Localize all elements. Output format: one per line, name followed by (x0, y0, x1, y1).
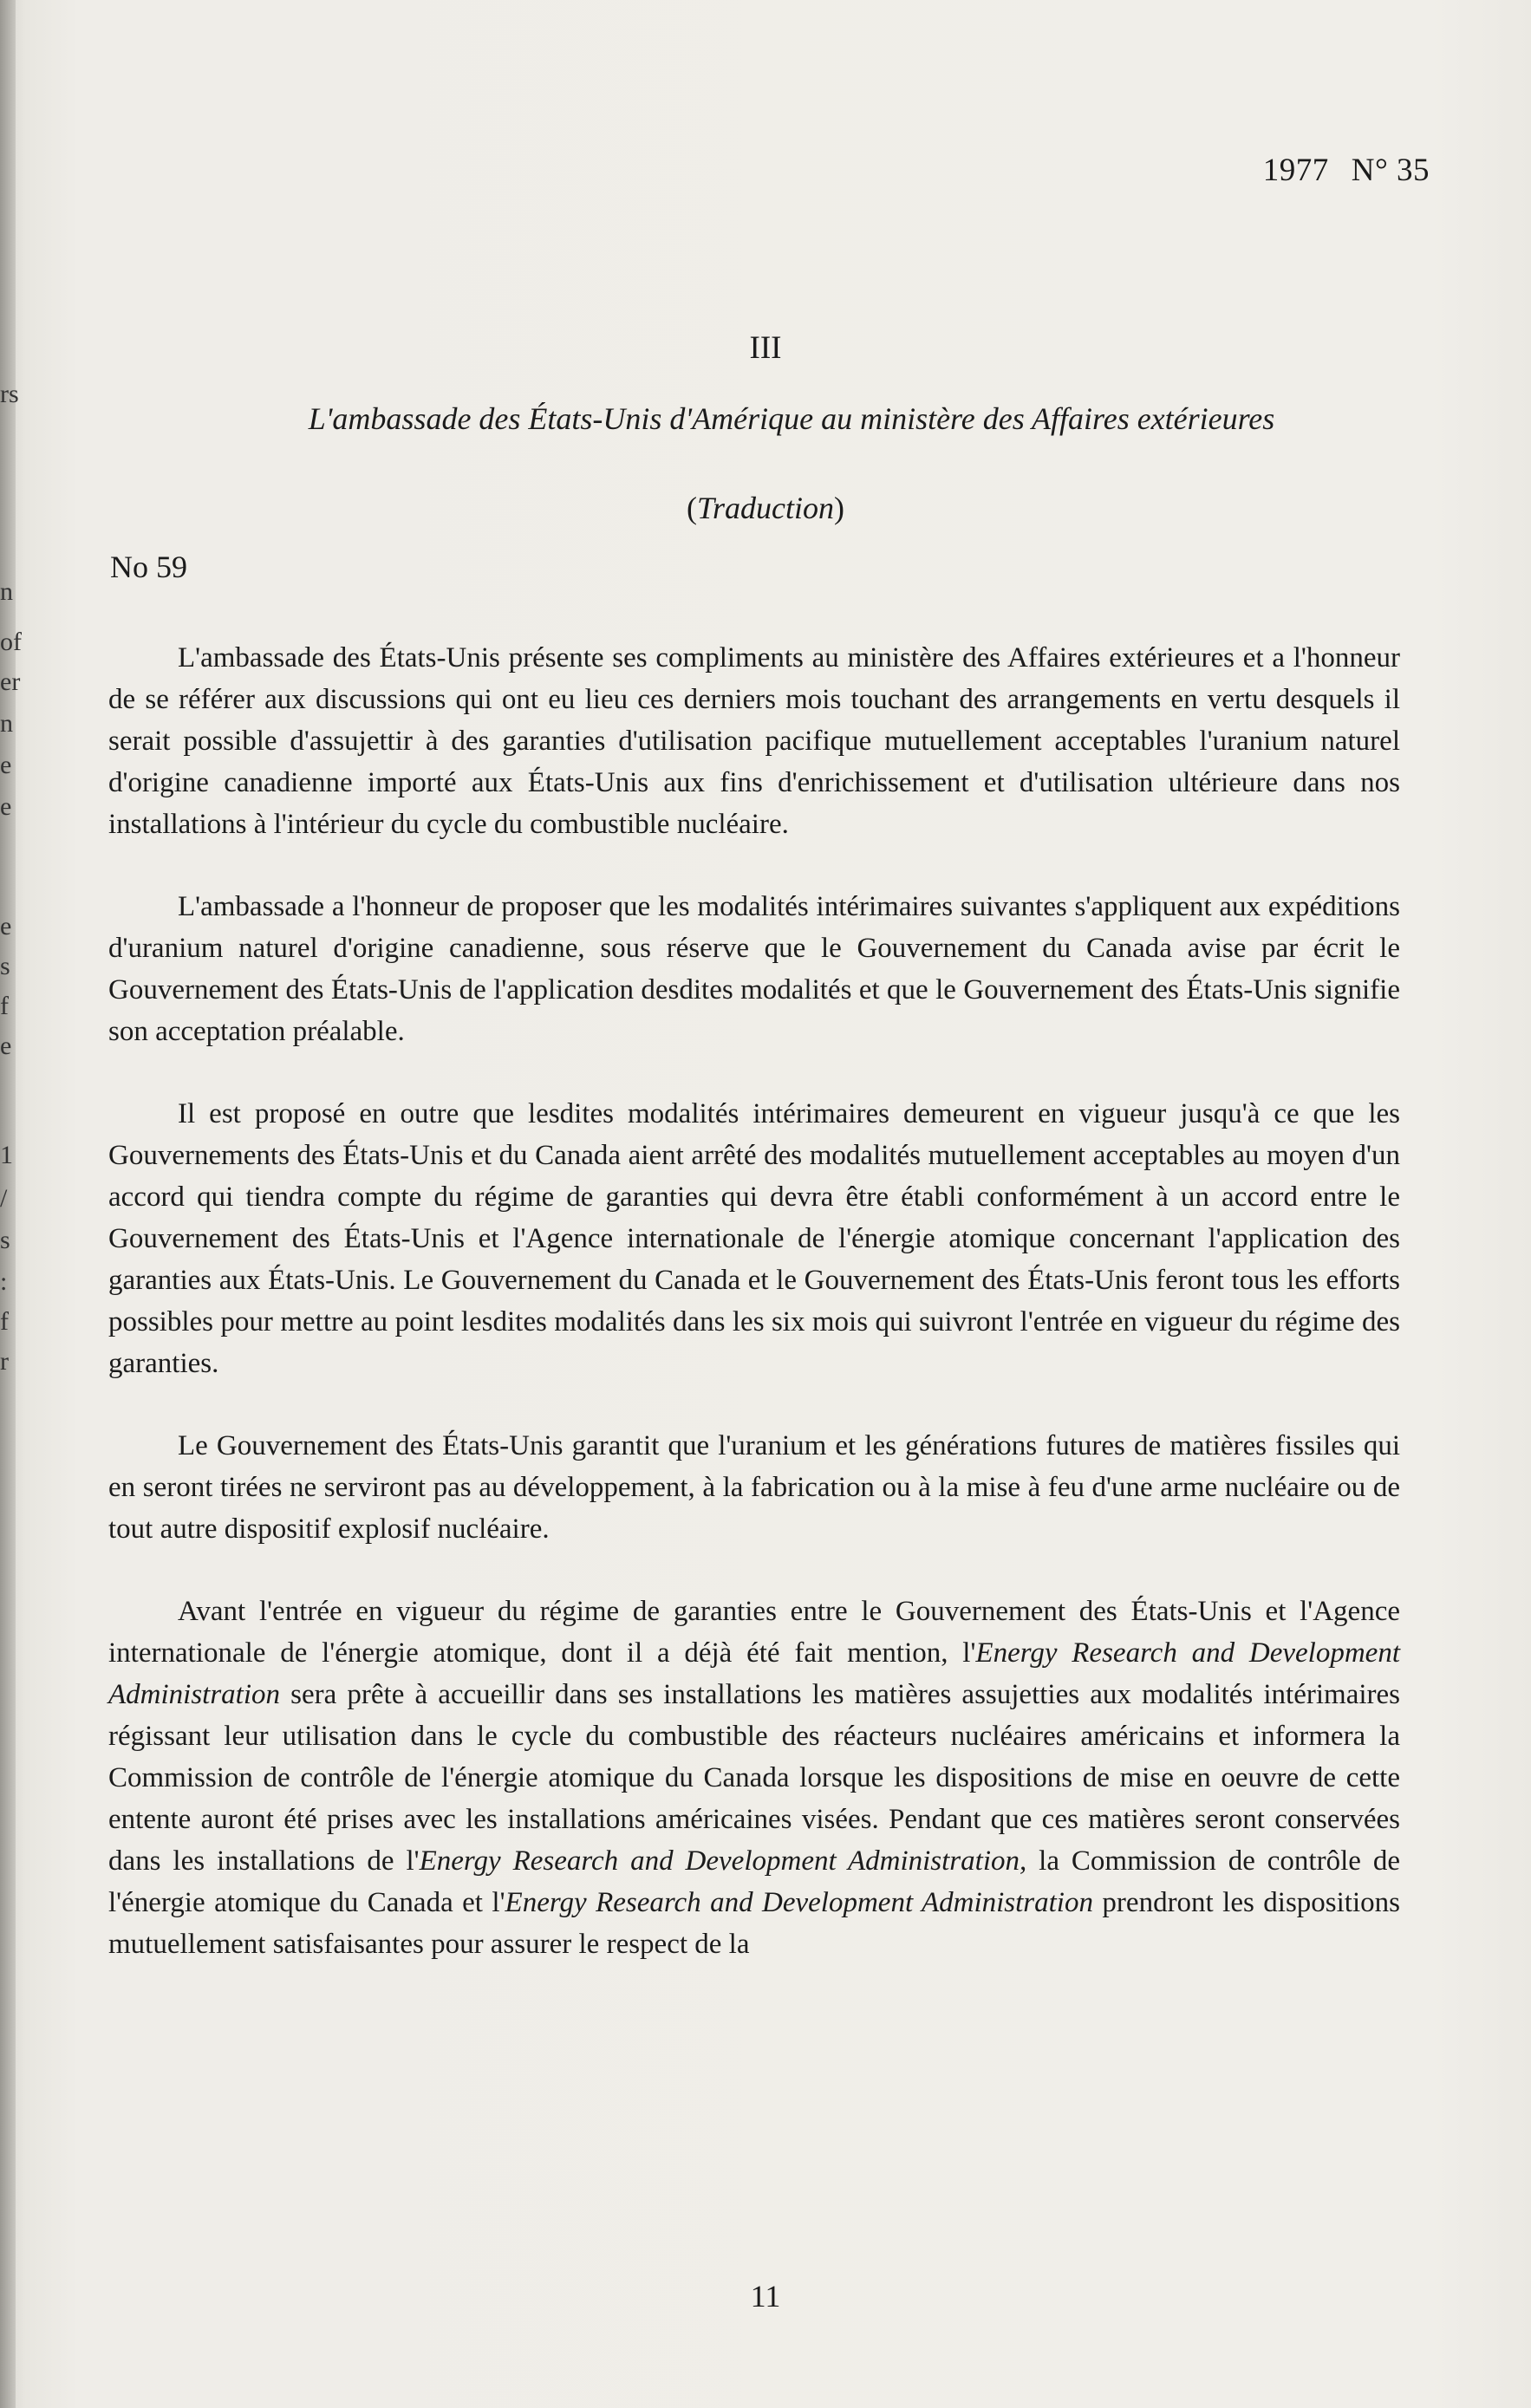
margin-fragment: n (0, 709, 13, 738)
margin-fragment: s (0, 1226, 10, 1254)
translation-note: (Traduction) (686, 491, 845, 525)
section-number: III (749, 330, 782, 366)
margin-fragment: of (0, 628, 22, 656)
margin-fragment: e (0, 792, 12, 821)
margin-fragment: s (0, 952, 10, 980)
paragraph: Il est proposé en outre que lesdites modalités intérimaires demeurent en vigueur jusqu'à ce que les Gouvernements des États-Unis et du Canada aient arrêté des modalités mutuellement acceptables au moyen d'un accord qui tiendra compte du régime de garanties qui devra être établi conformément à un accord entre le Gouvernement des États-Unis et l'Agence internationale de l'énergie atomique concernant l'application des garanties aux États-Unis. Le Gouvernement du Canada et le Gouvernement des États-Unis feront tous les efforts possibles pour mettre au point lesdites modalités dans les six mois qui suivront l'entrée en vigueur du régime des garanties. (108, 1098, 1400, 1379)
margin-fragment: / (0, 1184, 8, 1213)
paragraph-text: sera prête à accueillir dans ses installations les matières assujetties aux modalités intérimaires régissant leur utilisation dans le cycle du combustible des réacteurs nucléaires américains et informera la Commission de contrôle de l'énergie atomique du Canada lorsque les dispositions de mise en oeuvre de cette entente auront été prises avec les installations américaines visées. Pendant que ces matières seront conservées dans les installations de l' (108, 1679, 1400, 1877)
margin-fragment: f (0, 992, 9, 1020)
paragraph-text: Avant l'entrée en vigueur du régime de garanties entre le Gouvernement des États-Unis et l'Agence internationale de l'énergie atomique, dont il a déjà été fait mention, l' (108, 1596, 1400, 1669)
note-number: No 59 (110, 550, 187, 584)
margin-fragment: e (0, 1032, 12, 1060)
paragraph (108, 1591, 1400, 1965)
margin-fragment: e (0, 912, 12, 940)
header-number: N° 35 (1351, 153, 1430, 188)
agency-name: Energy Research and Development Administration (108, 1637, 1400, 1710)
translation-label: Traduction (696, 491, 835, 525)
paragraph: L'ambassade a l'honneur de proposer que les modalités intérimaires suivantes s'appliquent aux expéditions d'uranium naturel d'origine canadienne, sous réserve que le Gouvernement du Canada avise par écrit le Gouvernement des États-Unis de l'application desdites modalités et que le Gouvernement des États-Unis signifie son acceptation préalable. (108, 891, 1400, 1047)
page-number: 11 (750, 2279, 781, 2314)
margin-fragment: : (0, 1267, 8, 1296)
paragraph: L'ambassade des États-Unis présente ses compliments au ministère des Affaires extérieures et a l'honneur de se référer aux discussions qui ont eu lieu ces derniers mois touchant des arrangements en vertu desquels il serait possible d'assujettir à des garanties d'utilisation pacifique mutuellement acceptables l'uranium naturel d'origine canadienne importé aux États-Unis aux fins d'enrichissement et d'utilisation ultérieure dans nos installations à l'intérieur du cycle du combustible nucléaire. (108, 642, 1400, 840)
header-year: 1977 (1262, 153, 1329, 188)
margin-fragment: rs (0, 380, 19, 408)
margin-fragment: er (0, 667, 21, 696)
paragraph: Le Gouvernement des États-Unis garantit que l'uranium et les générations futures de matières fissiles qui en seront tirées ne serviront pas au développement, à la fabrication ou à la mise à feu d'une arme nucléaire ou de tout autre dispositif explosif nucléaire. (108, 1430, 1400, 1545)
margin-fragment: 1 (0, 1141, 13, 1169)
margin-fragment: e (0, 751, 12, 779)
margin-fragment: f (0, 1307, 9, 1336)
page-header (1263, 152, 1430, 189)
body-text (108, 637, 1400, 1965)
agency-name: Energy Research and Development Administration, (419, 1845, 1027, 1877)
paragraph-text: la Commission de contrôle de l'énergie atomique du Canada et l' (108, 1845, 1400, 1918)
agency-name: Energy Research and Development Administration (505, 1887, 1093, 1918)
margin-fragment: r (0, 1347, 9, 1376)
margin-fragment: n (0, 577, 13, 606)
section-title: L'ambassade des États-Unis d'Amérique au ministère des Affaires extérieures (308, 401, 1275, 436)
paragraph-text: prendront les dispositions mutuellement satisfaisantes pour assurer le respect de la (108, 1887, 1400, 1960)
